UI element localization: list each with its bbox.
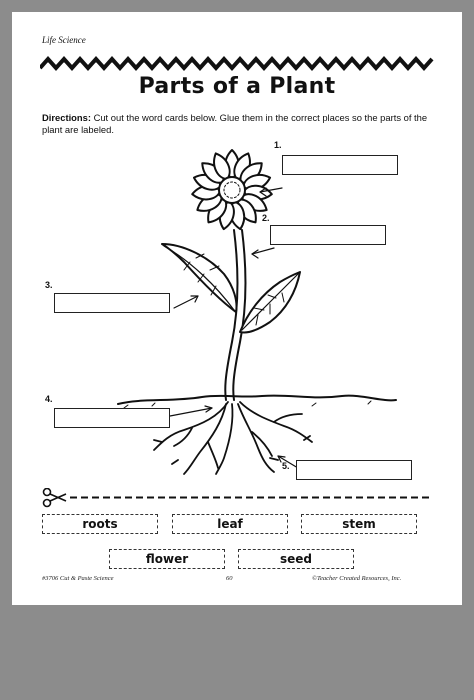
word-card-stem[interactable]: stem xyxy=(301,514,417,534)
label-number-4: 4. xyxy=(45,394,53,404)
directions-text: Cut out the word cards below. Glue them in the correct places so the parts of the plant are labeled. xyxy=(42,112,428,135)
label-number-3: 3. xyxy=(45,280,53,290)
label-number-5: 5. xyxy=(282,461,290,471)
label-box-4[interactable] xyxy=(54,408,170,428)
label-number-1: 1. xyxy=(274,140,282,150)
footer-copyright: ©Teacher Created Resources, Inc. xyxy=(312,575,402,582)
label-box-5[interactable] xyxy=(296,460,412,480)
label-number-2: 2. xyxy=(262,213,270,223)
word-card-roots[interactable]: roots xyxy=(42,514,158,534)
page-title: Parts of a Plant xyxy=(138,74,336,99)
scissors-icon xyxy=(44,489,67,507)
directions-label: Directions: xyxy=(42,112,91,123)
worksheet-page xyxy=(12,12,462,605)
label-box-2[interactable] xyxy=(270,225,386,245)
label-box-3[interactable] xyxy=(54,293,170,313)
footer-page-number: 60 xyxy=(226,575,233,582)
word-card-seed[interactable]: seed xyxy=(238,549,354,569)
subject-label: Life Science xyxy=(42,35,86,45)
flower-drawing xyxy=(192,150,273,231)
cut-line xyxy=(42,488,434,508)
label-box-1[interactable] xyxy=(282,155,398,175)
word-card-leaf[interactable]: leaf xyxy=(172,514,288,534)
word-card-flower[interactable]: flower xyxy=(109,549,225,569)
footer-book-title: #3706 Cut & Paste Science xyxy=(42,575,114,582)
